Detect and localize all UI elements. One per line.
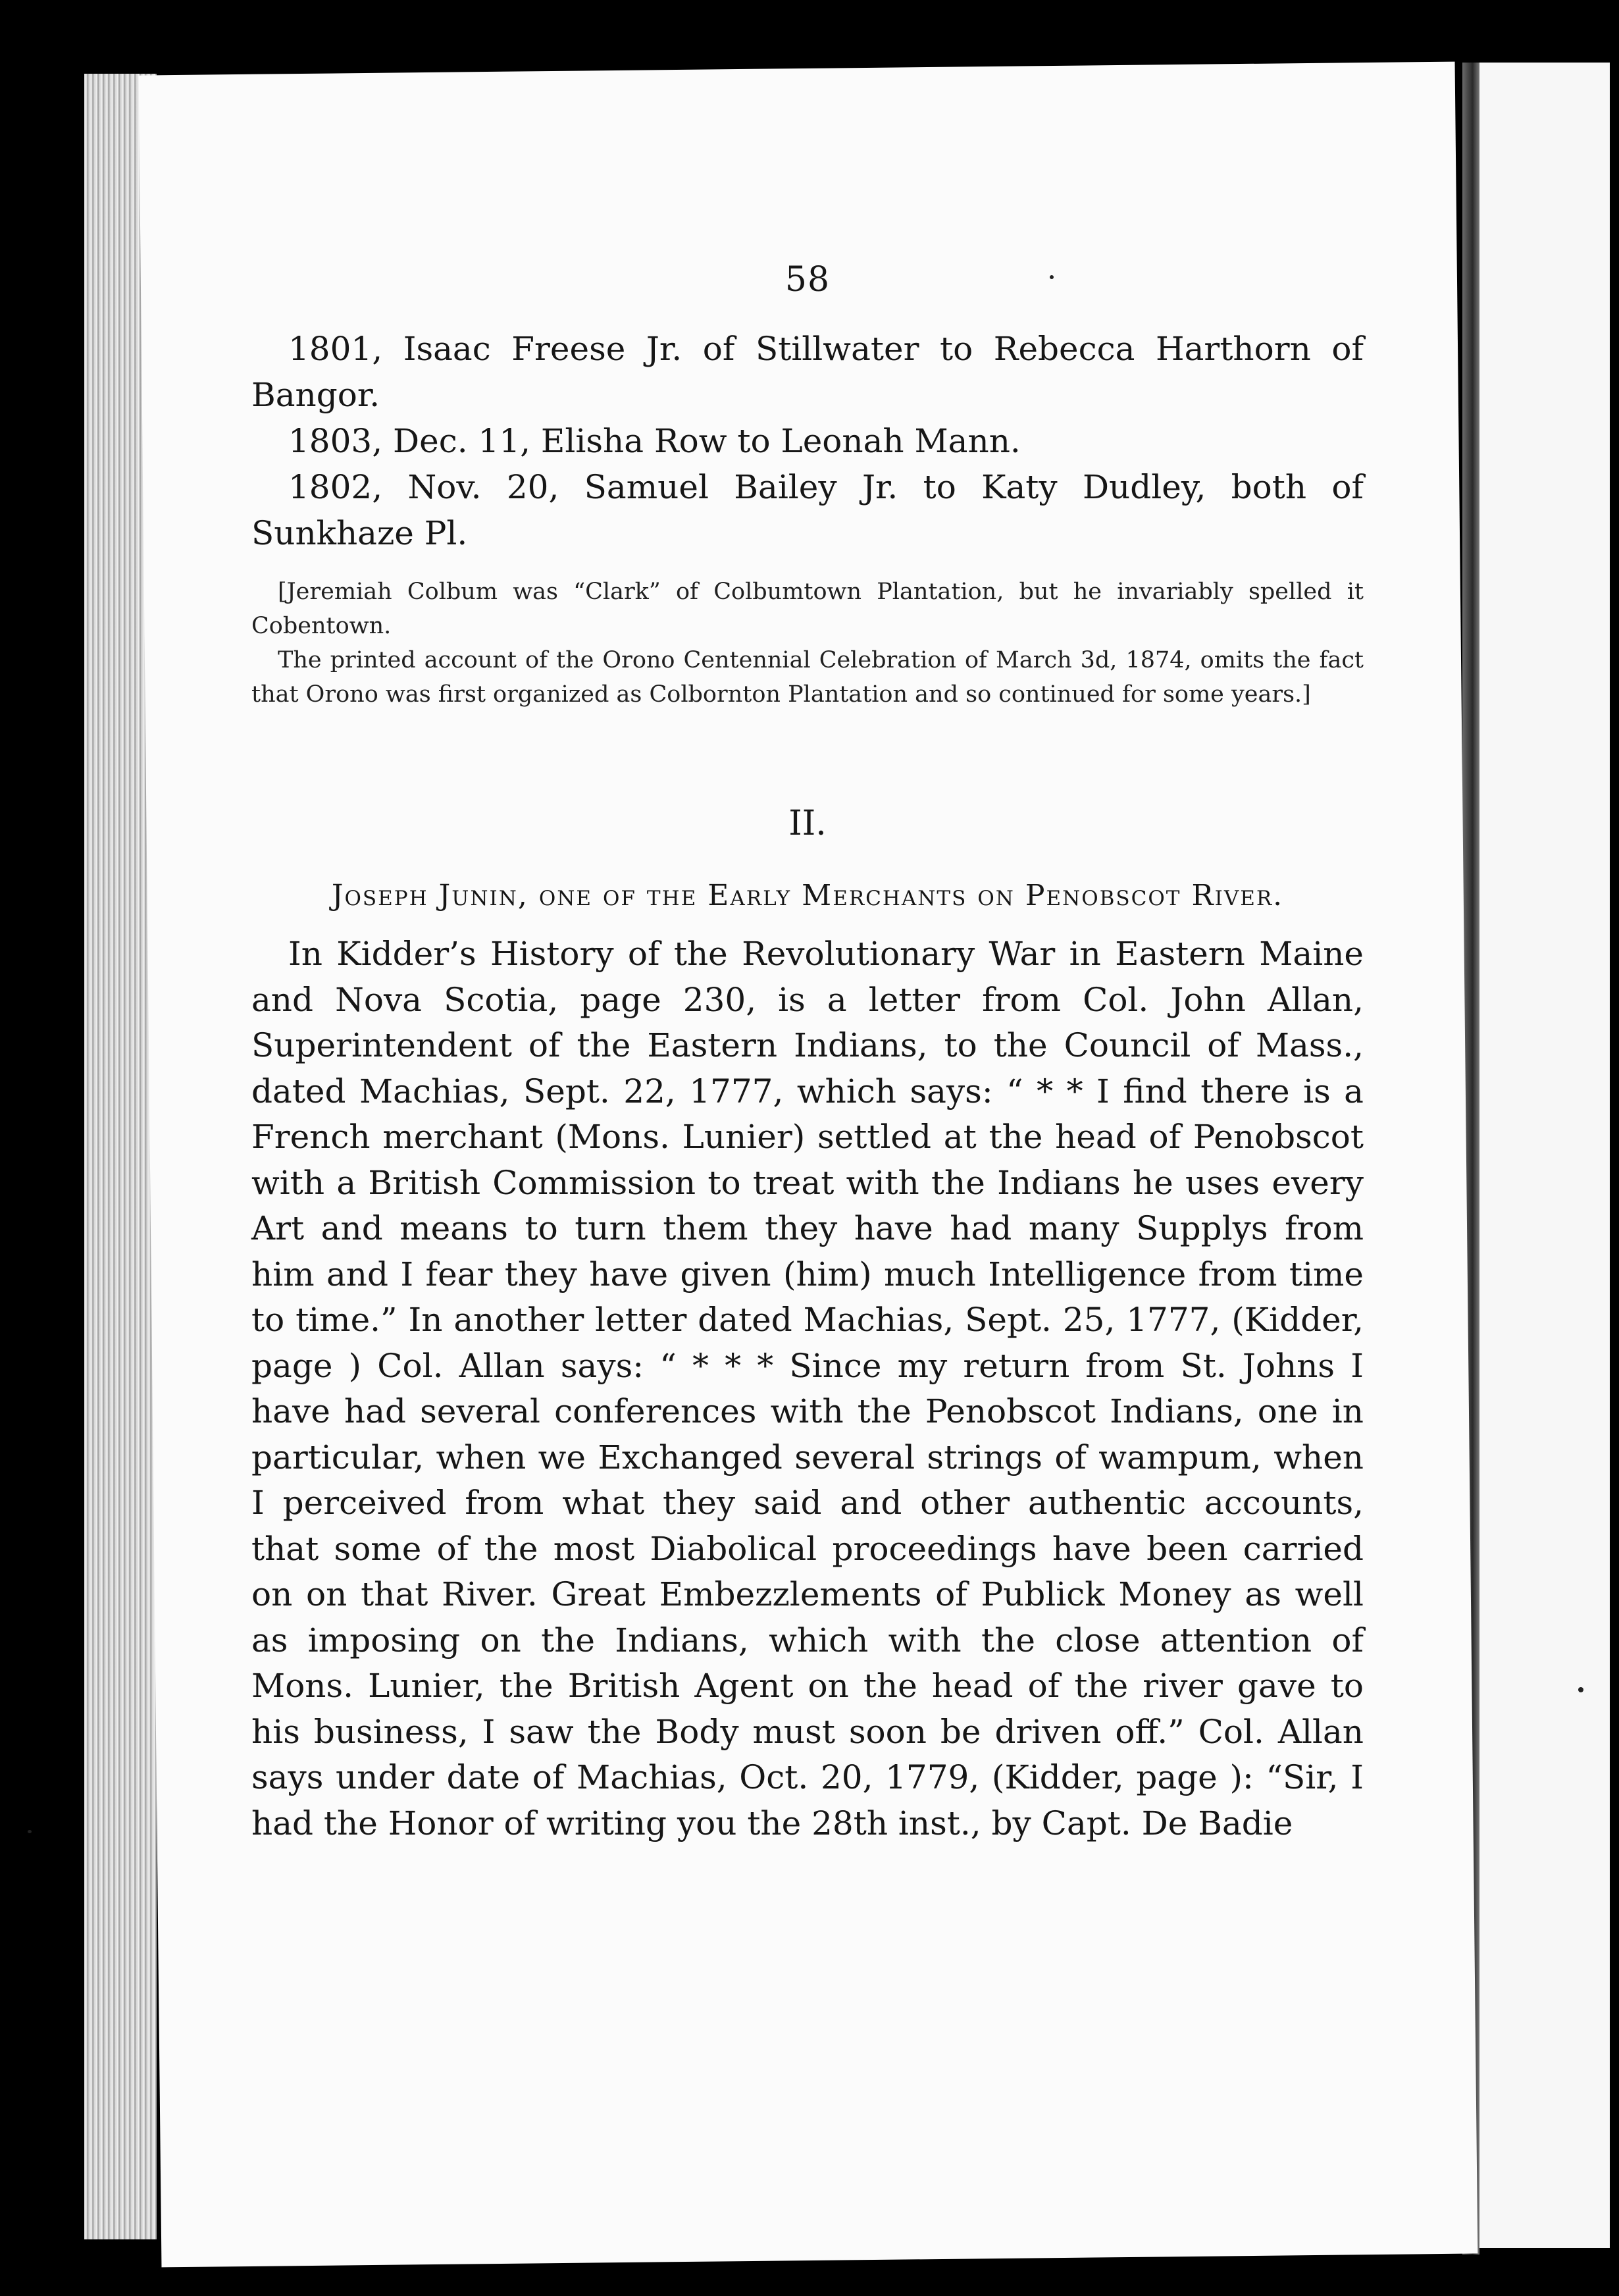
- dust-speck: [28, 1830, 32, 1833]
- marriage-entry: 1803, Dec. 11, Elisha Row to Leonah Mann.: [288, 422, 1021, 460]
- facing-page: [1478, 63, 1610, 2248]
- page-text: [251, 260, 1364, 1846]
- section-heading: Joseph Junin, one of the Early Merchants on Penobscot River.: [331, 879, 1284, 912]
- note-paragraph: The printed account of the Orono Centennial Celebration of March 3d, 1874, omits the fact that Orono was first organized as Colbornton Plantation and so continued for some years.]: [251, 647, 1364, 708]
- marriage-entry: 1801, Isaac Freese Jr. of Stillwater to Rebecca Harthorn of Bangor.: [251, 330, 1364, 414]
- section-number: II.: [788, 804, 827, 843]
- note-paragraph: [Jeremiah Colbum was “Clark” of Colbumtown Plantation, but he invariably spelled it Cobentown.: [251, 579, 1364, 639]
- marriage-entry: 1802, Nov. 20, Samuel Bailey Jr. to Katy Dudley, both of Sunkhaze Pl.: [251, 468, 1364, 552]
- page-number: 58: [784, 260, 831, 300]
- dust-speck: [1578, 1687, 1583, 1692]
- body-paragraph: In Kidder’s History of the Revolutionary War in Eastern Maine and Nova Scotia, page 230, is a letter from Col. John Allan, Superintendent of the Eastern Indians, to the Council of Mass., dated Machias, Sept. 22, 1777, which says: “ * * I find there is a French merchant (Mons. Lunier) settled at the head of Penobscot with a British Commission to treat with the Indians he uses every Art and means to turn them they have had many Supplys from him and I fear they have given (him) much Intelligence from time to time.” In another letter dated Machias, Sept. 25, 1777, (Kidder, page ) Col. Allan says: “ * * * Since my return from St. Johns I have had several conferences with the Penobscot Indians, one in particular, when we Exchanged several strings of wampum, when I perceived from what they said and other authentic accounts, that some of the most Diabolical proceedings have been carried on on that River. Great Embezzlements of Publick Money as well as imposing on the Indians, which with the close attention of Mons. Lunier, the British Agent on the head of the river gave to his business, I saw the Body must soon be driven off.” Col. Allan says under date of Machias, Oct. 20, 1779, (Kidder, page ): “Sir, I had the Honor of writing you the 28th inst., by Capt. De Badie: [251, 935, 1364, 1842]
- editor-note: [251, 575, 1364, 712]
